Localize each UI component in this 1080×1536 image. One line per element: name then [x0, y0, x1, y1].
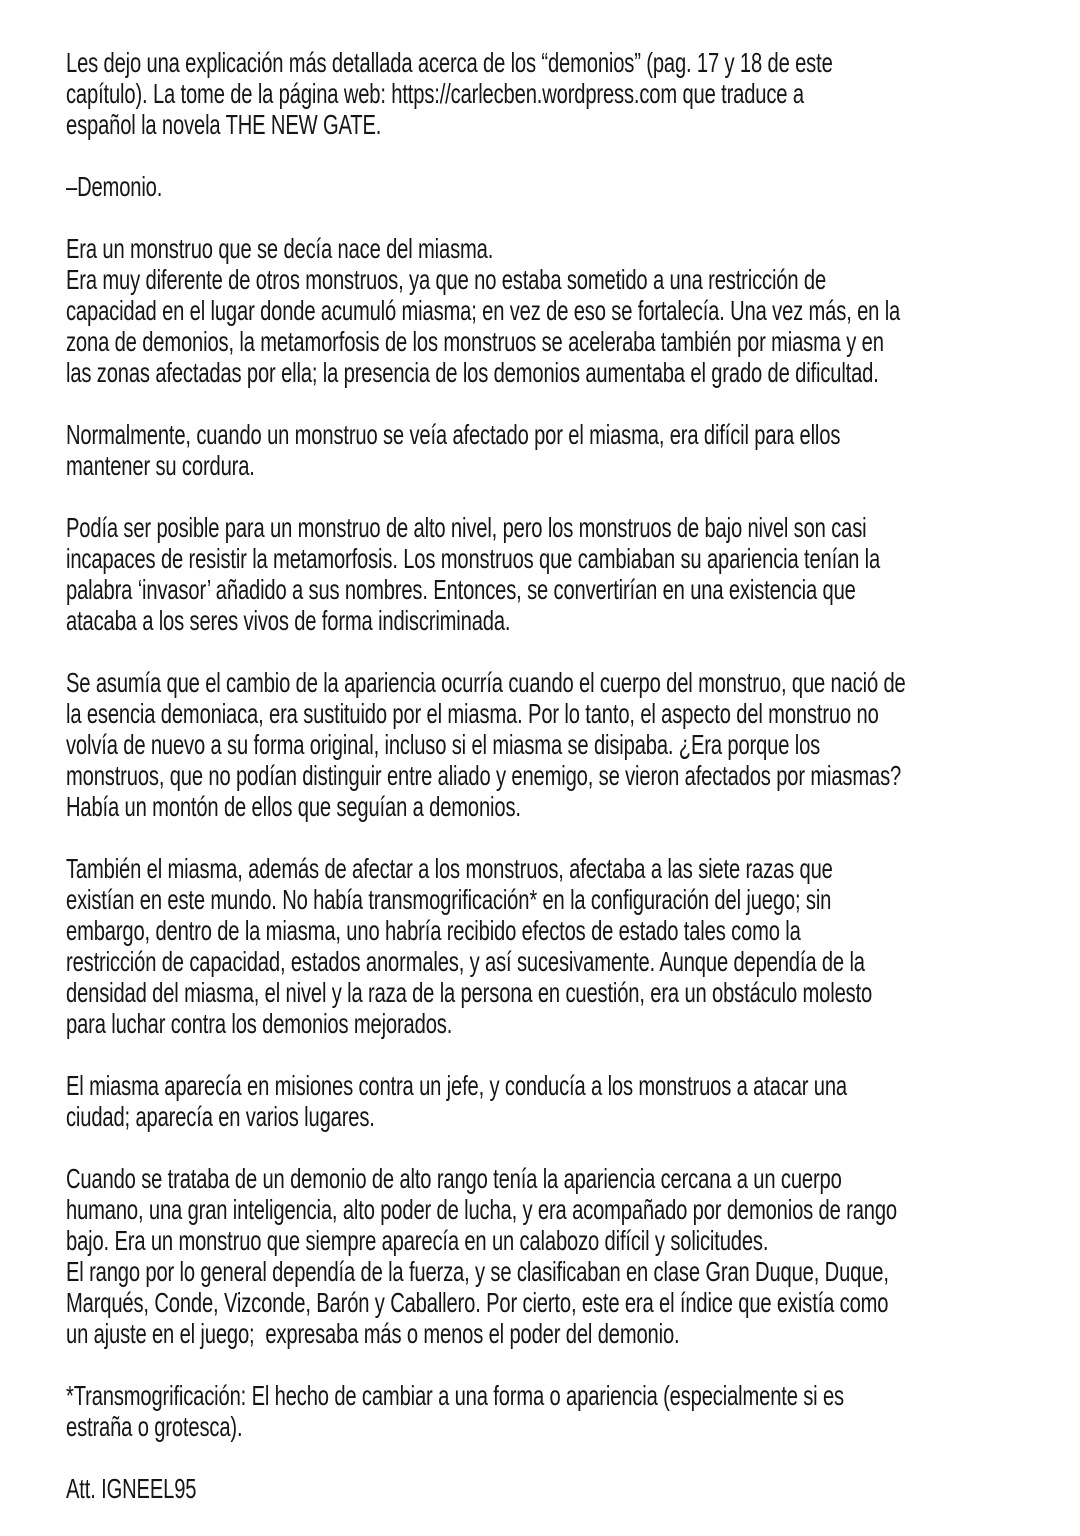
text-line: palabra ‘invasor’ añadido a sus nombres. Entonces, se convertirían en una existencia que [66, 574, 856, 605]
metamorfosis-paragraph [66, 512, 1050, 636]
text-line: existían en este mundo. No había transmogrificación* en la configuración del juego; sin [66, 884, 832, 915]
text-line: Cuando se trataba de un demonio de alto rango tenía la apariencia cercana a un cuerpo [66, 1163, 842, 1194]
text-line: un ajuste en el juego; expresaba más o menos el poder del demonio. [66, 1318, 680, 1349]
text-line: Había un montón de ellos que seguían a demonios. [66, 791, 521, 822]
heading-line: –Demonio. [66, 171, 163, 202]
text-line: las zonas afectadas por ella; la presencia de los demonios aumentaba el grado de dificultad. [66, 357, 879, 388]
text-line: monstruos, que no podían distinguir entre aliado y enemigo, se vieron afectados por miasmas? [66, 760, 902, 791]
text-line: para luchar contra los demonios mejorados. [66, 1008, 453, 1039]
miasma-origin-paragraph [66, 233, 1050, 388]
text-line: restricción de capacidad, estados anormales, y así sucesivamente. Aunque dependía de la [66, 946, 865, 977]
text-line: densidad del miasma, el nivel y la raza de la persona en cuestión, era un obstáculo molesto [66, 977, 873, 1008]
text-line: El rango por lo general dependía de la fuerza, y se clasificaban en clase Gran Duque, Duque, [66, 1256, 889, 1287]
footnote-line: *Transmogrificación: El hecho de cambiar a una forma o apariencia (especialmente si es [66, 1380, 844, 1411]
text-line: la esencia demoniaca, era sustituido por el miasma. Por lo tanto, el aspecto del monstruo no [66, 698, 879, 729]
text-line: mantener su cordura. [66, 450, 255, 481]
text-line: También el miasma, además de afectar a los monstruos, afectaba a las siete razas que [66, 853, 833, 884]
demonio-heading [66, 171, 1050, 202]
text-line: volvía de nuevo a su forma original, incluso si el miasma se disipaba. ¿Era porque los [66, 729, 821, 760]
text-line: Les dejo una explicación más detallada acerca de los “demonios” (pag. 17 y 18 de este [66, 47, 833, 78]
text-line: Se asumía que el cambio de la apariencia ocurría cuando el cuerpo del monstruo, que nació de [66, 667, 906, 698]
text-line: El miasma aparecía en misiones contra un jefe, y conducía a los monstruos a atacar una [66, 1070, 847, 1101]
text-line: Era muy diferente de otros monstruos, ya que no estaba sometido a una restricción de [66, 264, 827, 295]
intro-note-paragraph [66, 47, 1050, 140]
text-line: incapaces de resistir la metamorfosis. Los monstruos que cambiaban su apariencia tenían la [66, 543, 881, 574]
transmogrificacion-footnote [66, 1380, 1050, 1442]
text-line: ciudad; aparecía en varios lugares. [66, 1101, 375, 1132]
signature [66, 1473, 1050, 1504]
rango-paragraph [66, 1163, 1050, 1349]
siete-razas-paragraph [66, 853, 1050, 1039]
cordura-paragraph [66, 419, 1050, 481]
text-line: Podía ser posible para un monstruo de alto nivel, pero los monstruos de bajo nivel son casi [66, 512, 867, 543]
text-line: español la novela THE NEW GATE. [66, 109, 382, 140]
text-line: atacaba a los seres vivos de forma indiscriminada. [66, 605, 511, 636]
signature-line: Att. IGNEEL95 [66, 1473, 197, 1504]
text-line: Era un monstruo que se decía nace del miasma. [66, 233, 494, 264]
text-line: humano, una gran inteligencia, alto poder de lucha, y era acompañado por demonios de rango [66, 1194, 897, 1225]
misiones-paragraph [66, 1070, 1050, 1132]
text-line: bajo. Era un monstruo que siempre aparecía en un calabozo difícil y solicitudes. [66, 1225, 769, 1256]
text-line: capacidad en el lugar donde acumuló miasma; en vez de eso se fortalecía. Una vez más, en la [66, 295, 901, 326]
text-line: Normalmente, cuando un monstruo se veía afectado por el miasma, era difícil para ellos [66, 419, 841, 450]
text-line: embargo, dentro de la miasma, uno habría recibido efectos de estado tales como la [66, 915, 801, 946]
text-line: Marqués, Conde, Vizconde, Barón y Caballero. Por cierto, este era el índice que existía como [66, 1287, 889, 1318]
text-line: zona de demonios, la metamorfosis de los monstruos se aceleraba también por miasma y en [66, 326, 884, 357]
footnote-line: estraña o grotesca). [66, 1411, 243, 1442]
cambio-apariencia-paragraph [66, 667, 1050, 822]
text-line: capítulo). La tome de la página web: https://carlecben.wordpress.com que traduce a [66, 78, 804, 109]
